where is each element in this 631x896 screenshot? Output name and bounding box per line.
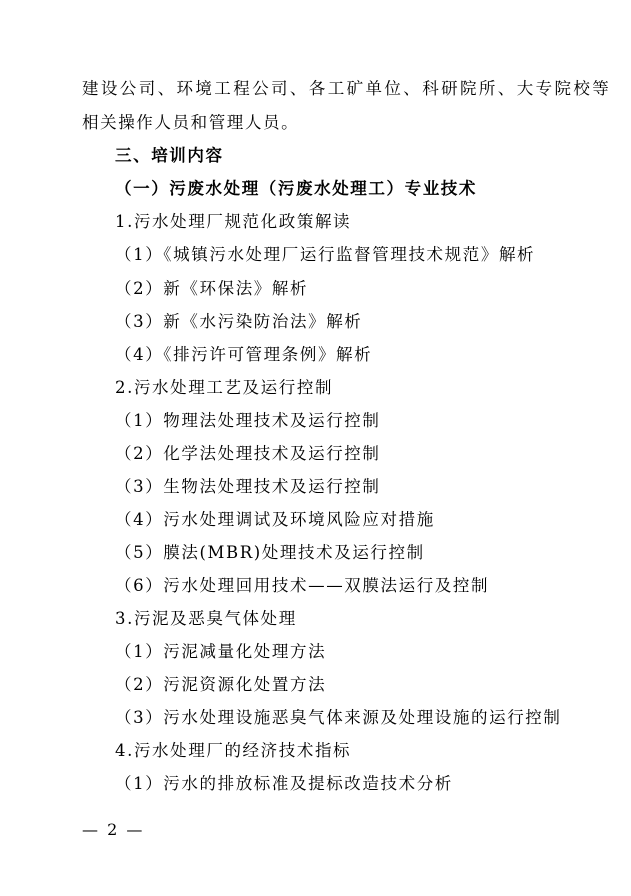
- list-item: （3）新《水污染防治法》解析: [115, 312, 363, 331]
- list-item: 4.污水处理厂的经济技术指标: [115, 741, 352, 760]
- list-item: （1）物理法处理技术及运行控制: [115, 411, 381, 430]
- list-item: （2）污泥资源化处置方法: [115, 675, 327, 694]
- list-item: （2）化学法处理技术及运行控制: [115, 444, 381, 463]
- list-item: （4）污水处理调试及环境风险应对措施: [115, 510, 435, 529]
- list-item: 1.污水处理厂规范化政策解读: [115, 212, 352, 231]
- list-item: （1）《城镇污水处理厂运行监督管理技术规范》解析: [115, 245, 536, 264]
- section-heading: 三、培训内容: [115, 146, 224, 165]
- list-item: （4）《排污许可管理条例》解析: [115, 345, 373, 364]
- list-item: （2）新《环保法》解析: [115, 279, 309, 298]
- list-item: （3）污水处理设施恶臭气体来源及处理设施的运行控制: [115, 708, 562, 727]
- list-item: （1）污水的排放标准及提标改造技术分析: [115, 774, 453, 793]
- list-item: 3.污泥及恶臭气体处理: [115, 609, 297, 628]
- list-item: （6）污水处理回用技术——双膜法运行及控制: [115, 576, 490, 595]
- list-item: 2.污水处理工艺及运行控制: [115, 378, 334, 397]
- list-item: （1）污泥减量化处理方法: [115, 642, 327, 661]
- intro-line-2: 相关操作人员和管理人员。: [82, 113, 300, 132]
- page-number: — 2 —: [82, 820, 145, 839]
- intro-line-1: 建设公司、环境工程公司、各工矿单位、科研院所、大专院校等: [82, 79, 612, 98]
- list-item: （3）生物法处理技术及运行控制: [115, 477, 381, 496]
- subsection-heading: （一）污废水处理（污废水处理工）专业技术: [115, 179, 477, 198]
- list-item: （5）膜法(MBR)处理技术及运行控制: [115, 543, 425, 562]
